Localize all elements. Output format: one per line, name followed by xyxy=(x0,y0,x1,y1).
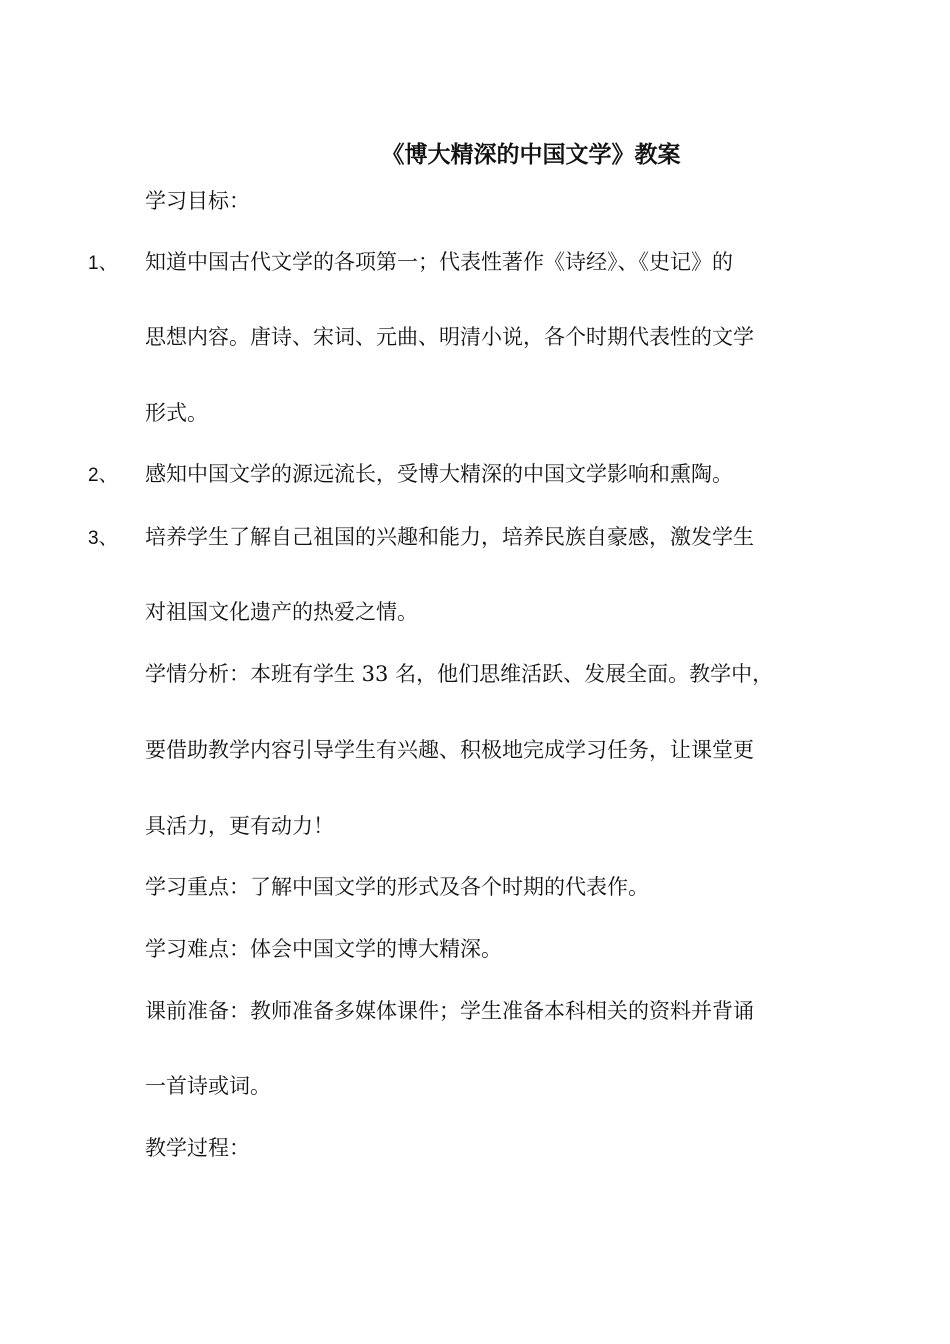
objective-2-number: 2、 xyxy=(88,465,118,486)
objective-1-line-2: 思想内容。唐诗、宋词、元曲、明清小说，各个时期代表性的文学 xyxy=(145,325,754,349)
key-point: 学习重点：了解中国文学的形式及各个时期的代表作。 xyxy=(145,875,649,899)
preparation-line-2: 一首诗或词。 xyxy=(145,1074,271,1098)
objective-1-line-3: 形式。 xyxy=(145,401,208,425)
process-heading: 教学过程： xyxy=(145,1136,250,1160)
document-title: 《博大精深的中国文学》教案 xyxy=(381,141,681,168)
difficulty: 学习难点：体会中国文学的博大精深。 xyxy=(145,937,502,961)
analysis-line-1: 学情分析：本班有学生 33 名，他们思维活跃、发展全面。教学中， xyxy=(145,662,774,686)
analysis-line-3: 具活力，更有动力！ xyxy=(145,814,334,838)
preparation-line-1: 课前准备：教师准备多媒体课件；学生准备本科相关的资料并背诵 xyxy=(145,999,754,1023)
objective-3-line-1: 培养学生了解自己祖国的兴趣和能力，培养民族自豪感，激发学生 xyxy=(145,525,754,549)
objective-1-number: 1、 xyxy=(88,253,118,274)
objective-3-number: 3、 xyxy=(88,528,118,549)
analysis-line-2: 要借助教学内容引导学生有兴趣、积极地完成学习任务，让课堂更 xyxy=(145,738,754,762)
objective-2-line-1: 感知中国文学的源远流长，受博大精深的中国文学影响和熏陶。 xyxy=(145,462,733,486)
objective-3-line-2: 对祖国文化遗产的热爱之情。 xyxy=(145,600,418,624)
objective-1-line-1: 知道中国古代文学的各项第一；代表性著作《诗经》、《史记》的 xyxy=(145,250,733,274)
objectives-heading: 学习目标： xyxy=(145,189,250,213)
